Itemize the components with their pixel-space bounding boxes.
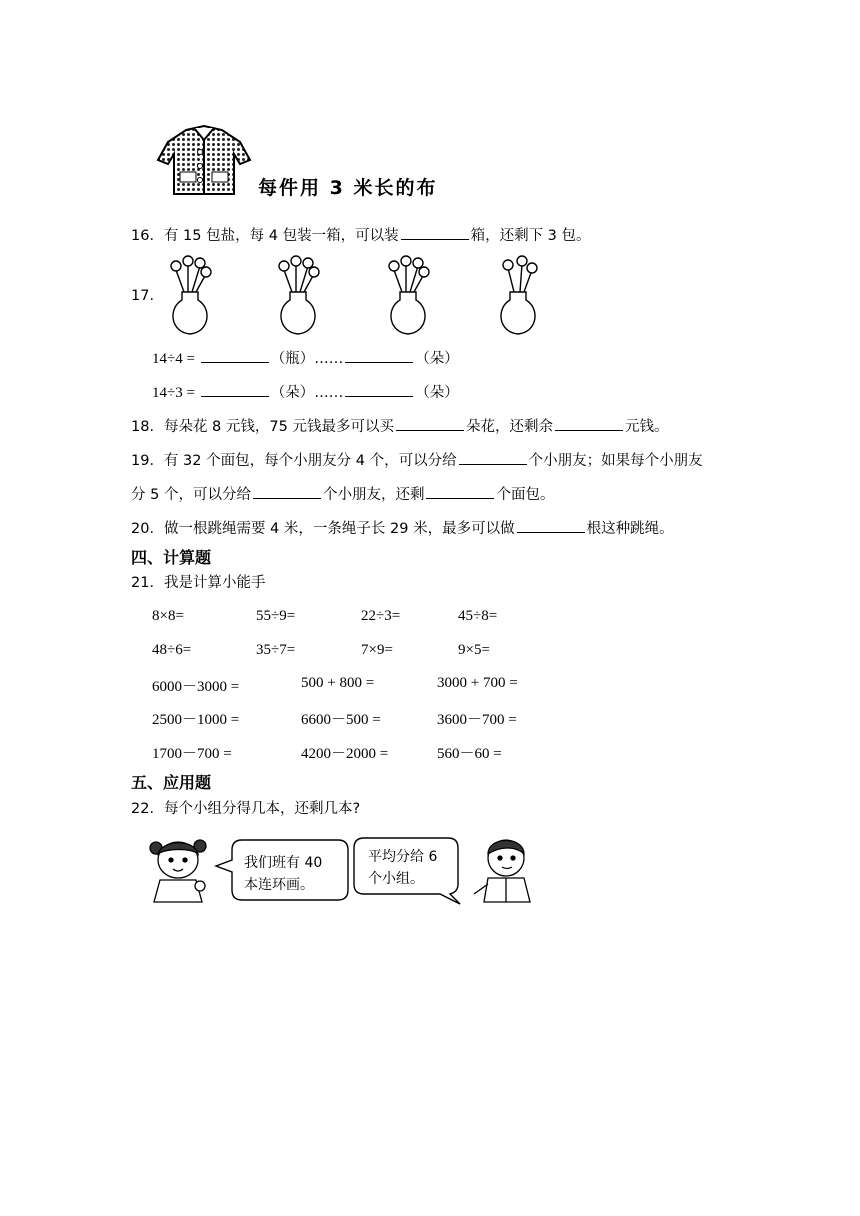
unit-label: （朵） [415, 351, 459, 367]
calc-item: 560－60 = [437, 746, 502, 762]
unit-label: （朵） [415, 385, 459, 401]
question-number: 21． [131, 575, 164, 591]
answer-blank[interactable] [459, 449, 527, 465]
speech-bubble-2: 平均分给 6 个小组。 [368, 849, 438, 887]
question-19-line-1 [131, 449, 703, 471]
question-18 [131, 415, 668, 437]
calc-item: 35÷7= [256, 642, 296, 658]
question-number: 19． [131, 453, 164, 469]
question-number: 18． [131, 419, 164, 435]
answer-blank[interactable] [345, 381, 413, 397]
calc-item: 2500－1000 = [152, 712, 240, 728]
speech-bubble-1: 我们班有 40 本连环画。 [244, 855, 323, 893]
question-number: 17． [131, 288, 164, 304]
expression: 14÷3 = [152, 385, 195, 401]
answer-blank[interactable] [345, 347, 413, 363]
flower-vase-1 [162, 252, 218, 338]
question-text: 有 32 个面包，每个小朋友分 4 个，可以分给 [163, 453, 457, 469]
calc-item: 48÷6= [152, 642, 192, 658]
flower-vase-4 [490, 252, 546, 338]
question-text: 分 5 个，可以分给 [131, 487, 251, 503]
flower-vase-2 [270, 252, 326, 338]
answer-blank[interactable] [426, 483, 494, 499]
calc-item: 3000 + 700 = [437, 675, 518, 691]
calc-item: 6600－500 = [301, 712, 381, 728]
question-number: 22． [131, 801, 164, 817]
question-text: 个小朋友，还剩 [322, 487, 425, 503]
question-19-line-2 [131, 483, 554, 505]
section-heading-calculation: 四、计算题 [131, 548, 212, 567]
question-text: 有 15 包盐，每 4 包装一箱，可以装 [163, 228, 399, 244]
answer-blank[interactable] [201, 347, 269, 363]
answer-blank[interactable] [253, 483, 321, 499]
unit-label: （瓶）…… [270, 351, 344, 367]
expression: 14÷4 = [152, 351, 195, 367]
calc-item: 55÷9= [256, 608, 296, 624]
question-17-line-1 [152, 347, 459, 369]
boy-illustration [470, 836, 536, 904]
calc-item: 9×5= [458, 642, 490, 658]
coat-caption: 每件用 3 米长的布 [258, 177, 438, 199]
flower-vase-3 [380, 252, 436, 338]
calc-item: 500 + 800 = [301, 675, 375, 691]
calc-item: 22÷3= [361, 608, 401, 624]
calc-item: 1700－700 = [152, 746, 232, 762]
question-text: 做一根跳绳需要 4 米，一条绳子长 29 米，最多可以做 [163, 521, 515, 537]
calc-item: 3600－700 = [437, 712, 517, 728]
question-title: 我是计算小能手 [163, 575, 266, 591]
question-text: 每朵花 8 元钱，75 元钱最多可以买 [163, 419, 394, 435]
answer-blank[interactable] [396, 415, 464, 431]
question-text: 元钱。 [624, 419, 669, 435]
question-text: 个面包。 [496, 487, 555, 503]
answer-blank[interactable] [517, 517, 585, 533]
question-text: 箱，还剩下 3 包。 [470, 228, 591, 244]
question-number: 20． [131, 521, 164, 537]
question-20 [131, 517, 674, 539]
answer-blank[interactable] [555, 415, 623, 431]
calc-item: 4200－2000 = [301, 746, 389, 762]
question-text: 个小朋友；如果每个小朋友 [528, 453, 703, 469]
question-text: 根这种跳绳。 [586, 521, 674, 537]
section-heading-application: 五、应用题 [131, 773, 212, 792]
calc-item: 45÷8= [458, 608, 498, 624]
question-number: 16． [131, 228, 164, 244]
question-17-line-2 [152, 381, 459, 403]
answer-blank[interactable] [201, 381, 269, 397]
calc-item: 7×9= [361, 642, 393, 658]
unit-label: （朵）…… [270, 385, 344, 401]
answer-blank[interactable] [401, 224, 469, 240]
question-16 [131, 224, 591, 246]
girl-illustration [146, 836, 216, 904]
coat-illustration [156, 122, 252, 200]
calc-item: 6000－3000 = [152, 679, 240, 695]
question-22 [131, 799, 360, 819]
question-text: 朵花，还剩余 [465, 419, 553, 435]
question-21 [131, 573, 265, 593]
question-title: 每个小组分得几本，还剩几本? [163, 801, 361, 817]
calc-item: 8×8= [152, 608, 184, 624]
